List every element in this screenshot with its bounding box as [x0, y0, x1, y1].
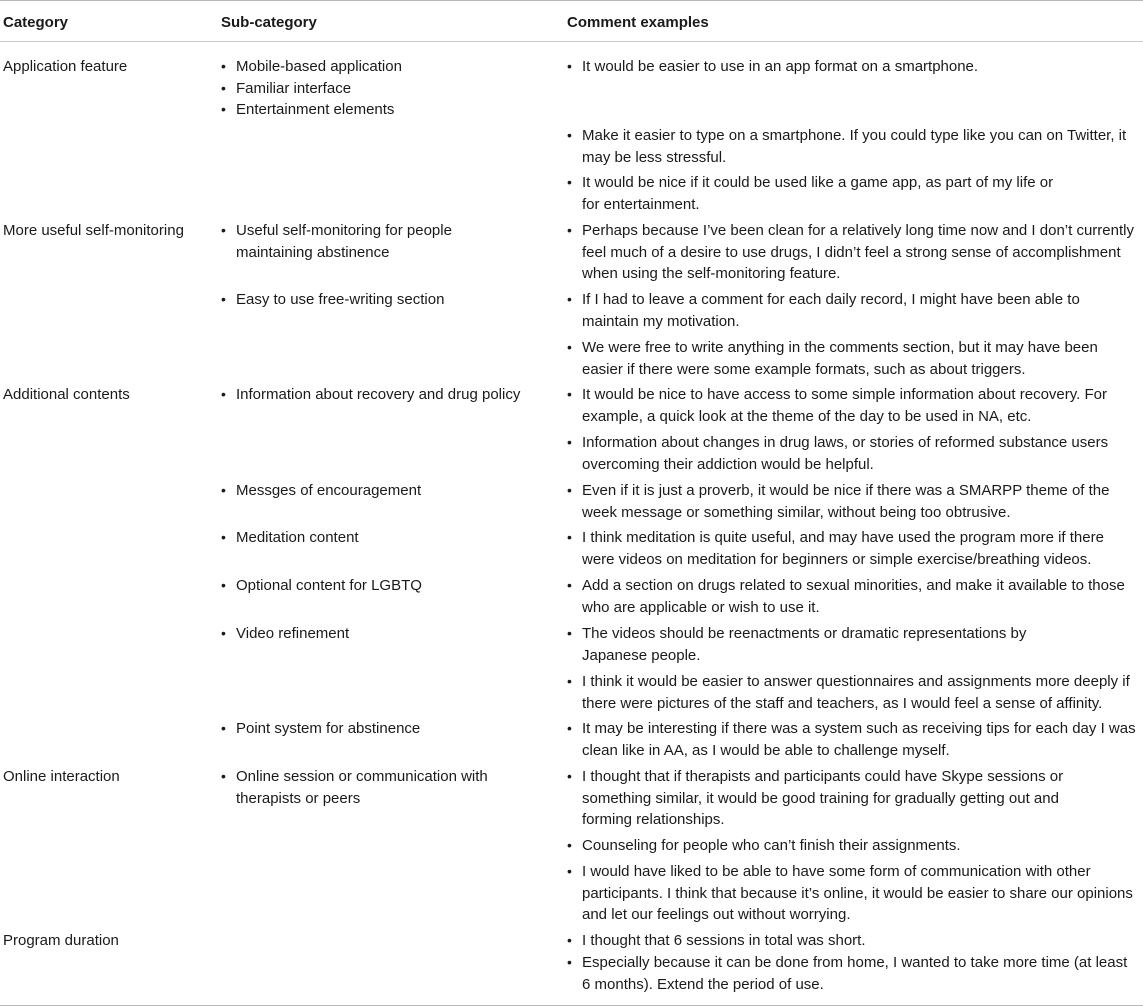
bullet-icon: •	[567, 58, 572, 74]
bullet-icon: •	[221, 101, 226, 117]
bullet-icon: •	[221, 291, 226, 307]
subcategory-item: • Optional content for LGBTQ	[221, 575, 551, 597]
category-program-duration: Program duration	[3, 932, 119, 949]
comment-item: • Counseling for people who can’t finish their assignments.	[567, 835, 1139, 857]
bullet-icon: •	[567, 127, 572, 143]
comment-item: • It would be nice if it could be used like a game app, as part of my life or for entertainment.	[567, 174, 1054, 213]
table-bottom-rule	[0, 1005, 1143, 1006]
subcategory-item: • Meditation content	[221, 527, 551, 549]
bullet-icon: •	[221, 386, 226, 402]
bullet-icon: •	[221, 577, 226, 593]
bullet-icon: •	[567, 673, 572, 689]
header-comments: Comment examples	[567, 14, 709, 31]
comment-item: • Add a section on drugs related to sexual minorities, and make it available to those who are applicable or wish to use it.	[567, 577, 1125, 616]
bullet-icon: •	[567, 434, 572, 450]
subcategory-item: • Point system for abstinence	[221, 718, 551, 740]
bullet-icon: •	[221, 720, 226, 736]
subcategory-item: • Video refinement	[221, 623, 551, 645]
comment-item: • Perhaps because I’ve been clean for a relatively long time now and I don’t currently feel much of a desire to use drugs, I didn’t feel a strong sense of accomplishment when using the self-monitoring feature.	[567, 222, 1134, 282]
subcategory-item: • Familiar interface	[221, 78, 551, 100]
bullet-icon: •	[567, 720, 572, 736]
bullet-icon: •	[567, 339, 572, 355]
bullet-icon: •	[221, 482, 226, 498]
header-rule	[0, 41, 1143, 42]
category-application-feature: Application feature	[3, 58, 128, 75]
comment-item: • The videos should be reenactments or dramatic representations by Japanese people.	[567, 625, 1027, 664]
comment-item: • I think it would be easier to answer questionnaires and assignments more deeply if there were pictures of the staff and teachers, as I would feel a sense of affinity.	[567, 673, 1130, 712]
comment-item: • I thought that 6 sessions in total was short.	[567, 930, 1139, 952]
subcategory-item: • Easy to use free-writing section	[221, 289, 551, 311]
comment-item: • It may be interesting if there was a system such as receiving tips for each day I was clean like in AA, as I would be able to challenge myself.	[567, 720, 1136, 759]
category-self-monitoring: More useful self-monitoring	[3, 222, 184, 239]
category-additional-contents: Additional contents	[3, 386, 130, 403]
comment-item: • Even if it is just a proverb, it would be nice if there was a SMARPP theme of the week message or something similar, without being too obtrusive.	[567, 482, 1110, 521]
bullet-icon: •	[567, 386, 572, 402]
bullet-icon: •	[567, 291, 572, 307]
comment-item: • Make it easier to type on a smartphone. If you could type like you can on Twitter, it may be less stressful.	[567, 127, 1127, 166]
subcategory-list	[221, 56, 551, 121]
comment-item: • Information about changes in drug laws, or stories of reformed substance users overcoming their addiction would be helpful.	[567, 434, 1109, 473]
bullet-icon: •	[567, 625, 572, 641]
bullet-icon: •	[221, 58, 226, 74]
subcategory-item: • Entertainment elements	[221, 99, 551, 121]
comment-item: • I think meditation is quite useful, and may have used the program more if there were videos on meditation for beginners or simple exercise/breathing videos.	[567, 529, 1104, 568]
comment-item: • Especially because it can be done from home, I wanted to take more time (at least 6 months). Extend the period of use.	[567, 954, 1128, 993]
comment-item: • I thought that if therapists and participants could have Skype sessions or something similar, it would be good training for gradually getting out and forming relationships.	[567, 768, 1064, 828]
bullet-icon: •	[567, 577, 572, 593]
bullet-icon: •	[567, 529, 572, 545]
bullet-icon: •	[567, 863, 572, 879]
category-online-interaction: Online interaction	[3, 768, 120, 785]
bullet-icon: •	[567, 482, 572, 498]
header-subcategory: Sub-category	[221, 14, 317, 31]
table-top-rule	[0, 0, 1143, 1]
bullet-icon: •	[567, 837, 572, 853]
subcategory-item: • Mobile-based application	[221, 56, 551, 78]
bullet-icon: •	[567, 932, 572, 948]
bullet-icon: •	[567, 222, 572, 238]
comment-item: • If I had to leave a comment for each daily record, I might have been able to maintain my motivation.	[567, 291, 1080, 330]
bullet-icon: •	[567, 768, 572, 784]
bullet-icon: •	[221, 79, 226, 96]
comment-item: • It would be easier to use in an app format on a smartphone.	[567, 56, 1139, 78]
comment-item: • We were free to write anything in the comments section, but it may have been easier if there were some example formats, such as about triggers.	[567, 339, 1098, 378]
subcategory-item: • Messges of encouragement	[221, 480, 551, 502]
subcategory-item: • Online session or communication with therapists or peers	[221, 768, 488, 807]
bullet-icon: •	[567, 954, 572, 970]
bullet-icon: •	[221, 529, 226, 545]
subcategory-item: • Useful self-monitoring for people maintaining abstinence	[221, 222, 452, 261]
subcategory-item: • Information about recovery and drug policy	[221, 384, 551, 406]
bullet-icon: •	[221, 768, 226, 784]
bullet-icon: •	[221, 222, 226, 238]
comment-item: • I would have liked to be able to have some form of communication with other participants. I think that because it’s online, it would be easier to share our opinions and let our feelings out without worrying.	[567, 863, 1133, 923]
header-category: Category	[3, 14, 69, 31]
bullet-icon: •	[567, 174, 572, 190]
comment-item: • It would be nice to have access to some simple information about recovery. For example, a quick look at the theme of the day to be used in NA, etc.	[567, 386, 1107, 425]
bullet-icon: •	[221, 625, 226, 641]
